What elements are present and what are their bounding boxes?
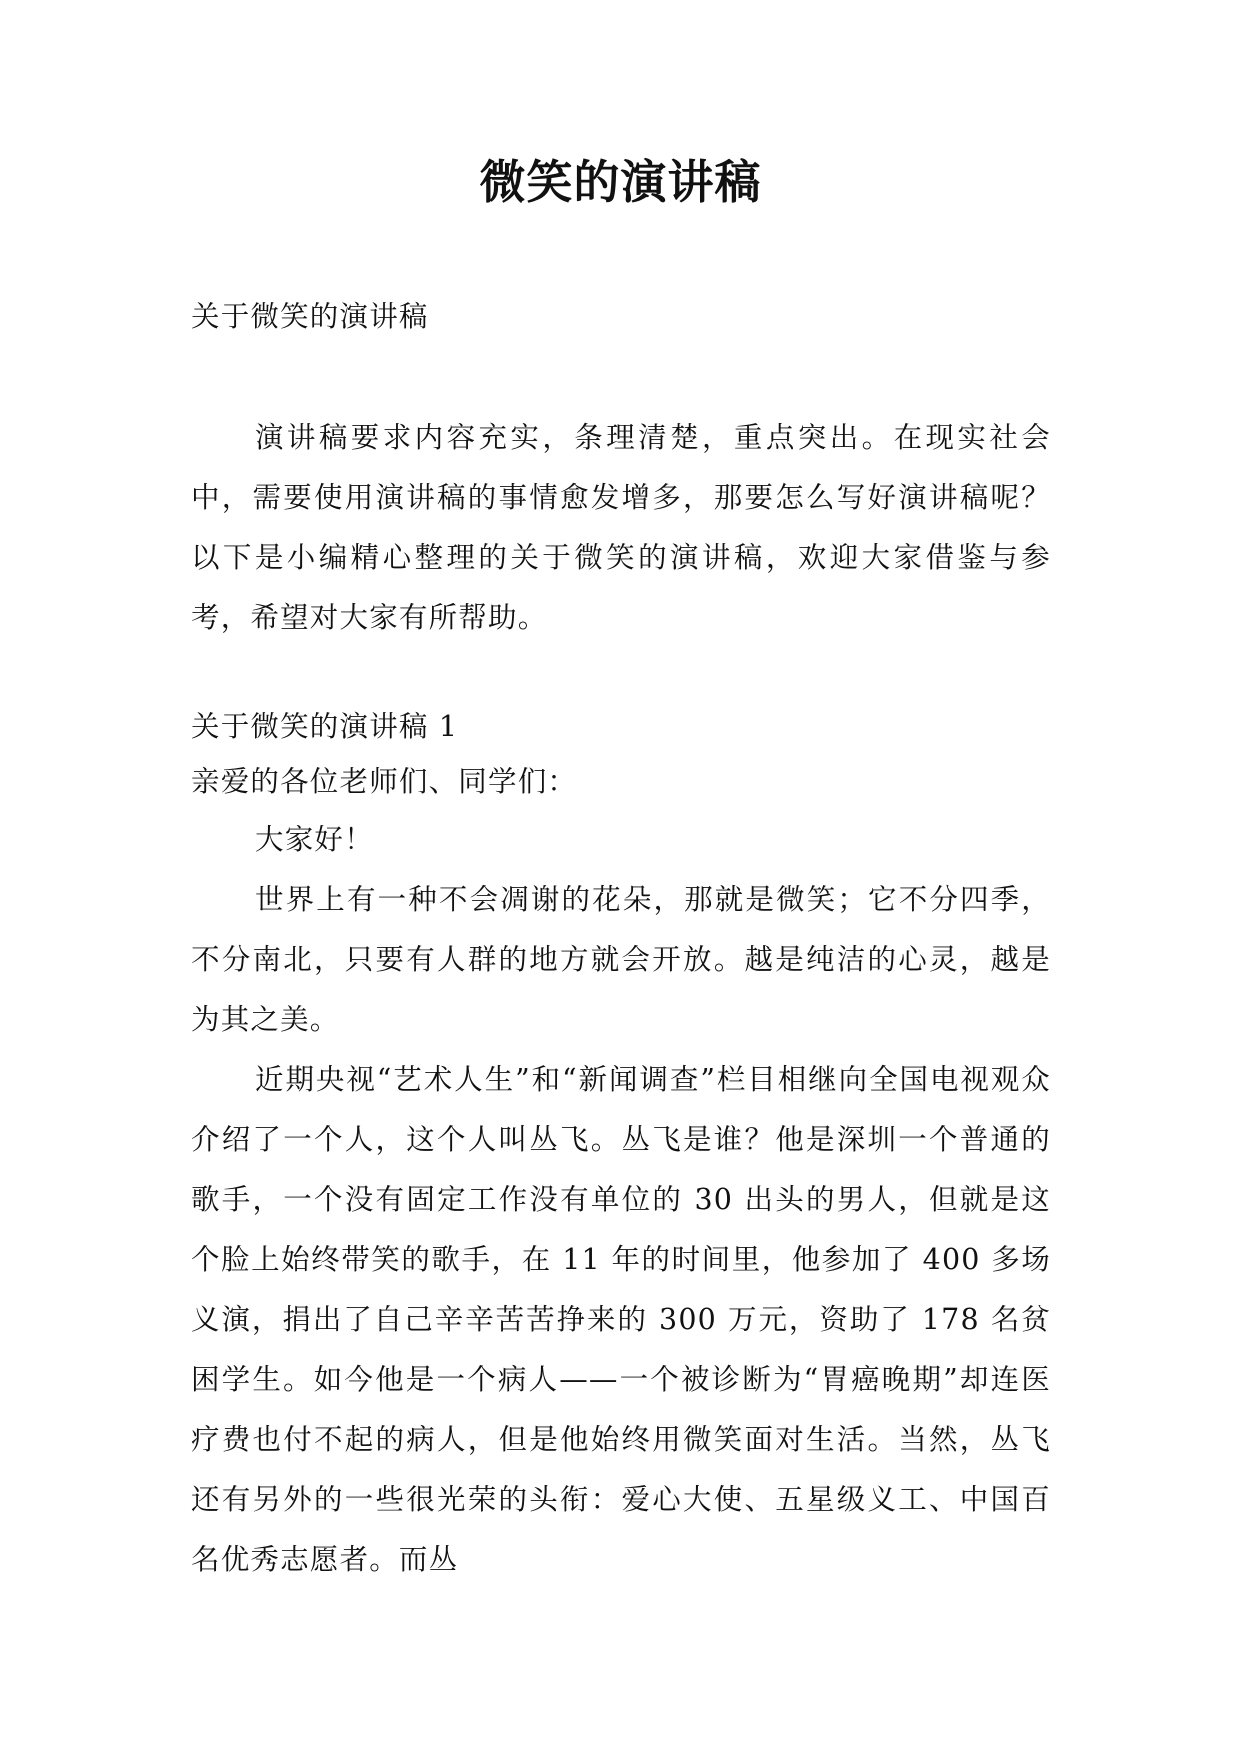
paragraph-smile-flower: 世界上有一种不会凋谢的花朵，那就是微笑；它不分四季，不分南北，只要有人群的地方就会开放。越是纯洁的心灵，越是为其之美。 xyxy=(191,883,1051,1036)
paragraph-greeting: 大家好！ xyxy=(255,823,374,856)
document-title: 微笑的演讲稿 xyxy=(479,155,762,209)
document-subtitle: 关于微笑的演讲稿 xyxy=(191,300,429,333)
section-heading: 关于微笑的演讲稿 1 xyxy=(191,710,459,743)
salutation: 亲爱的各位老师们、同学们： xyxy=(191,765,578,798)
paragraph-congfei-story: 近期央视“艺术人生”和“新闻调查”栏目相继向全国电视观众介绍了一个人，这个人叫丛飞。丛飞是谁？他是深圳一个普通的歌手，一个没有固定工作没有单位的 30 出头的男人，但就是这个脸上始终带笑的歌手，在 11 年的时间里，他参加了 400 多场义演，捐出了自己辛辛苦苦挣来的 300 万元，资助了 178 名贫困学生。如今他是一个病人——一个被诊断为“胃癌晚期”却连医疗费也付不起的病人，但是他始终用微笑面对生活。当然，丛飞还有另外的一些很光荣的头衔：爱心大使、五星级义工、中国百名优秀志愿者。而丛 xyxy=(191,1063,1051,1576)
intro-paragraph: 演讲稿要求内容充实，条理清楚，重点突出。在现实社会中，需要使用演讲稿的事情愈发增多，那要怎么写好演讲稿呢？以下是小编精心整理的关于微笑的演讲稿，欢迎大家借鉴与参考，希望对大家有所帮助。 xyxy=(191,421,1051,634)
